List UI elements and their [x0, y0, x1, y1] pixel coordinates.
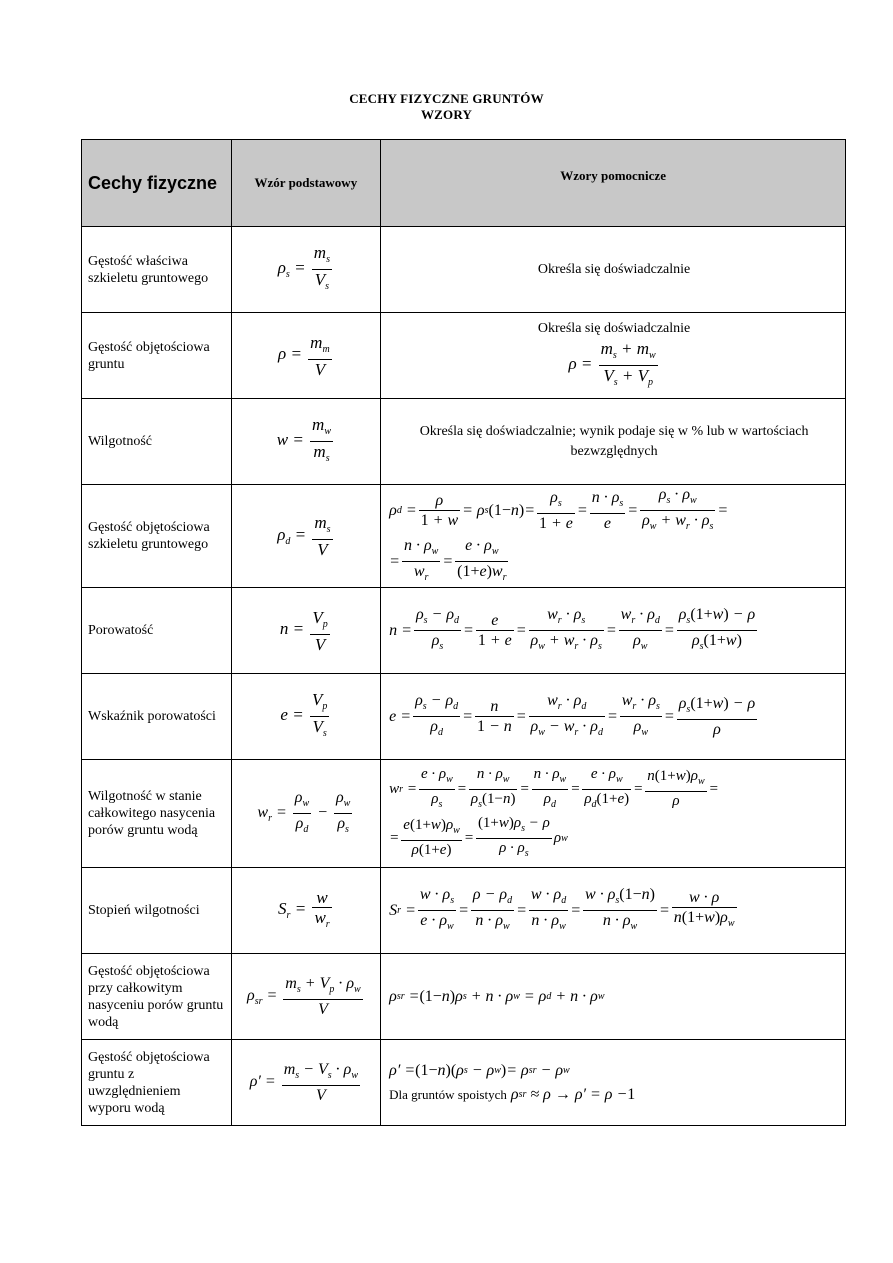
- auxiliary-formulas: S r = $\frac{w \cdot \rho_s}{e \cdot \rho_w}$ = $\frac{\rho - \rho_d}{n \cdot \rho_w}$ = $\frac{w \cdot \rho_d}{n \cdot \rho_w}$ = $\frac{w \cdot \rho_s(1-n)}{n \cdot \rho_w}$ = $\frac{w \cdot \rho}{n(1+w)\rho_w}$: [381, 868, 846, 954]
- header-physical-properties: Cechy fizyczne: [82, 140, 232, 227]
- table-row: [82, 313, 846, 399]
- row-name: Wskaźnik porowatości: [82, 674, 232, 760]
- aux-text: Określa się doświadczalnie: [537, 321, 691, 336]
- table-row: [82, 868, 846, 954]
- basic-formula: $\rho_{sr}$ = $\frac{m_s + V_p \cdot \rho_w}{V}$: [231, 954, 381, 1040]
- table-row: [82, 1040, 846, 1126]
- basic-formula: ρ′ = $\frac{m_s - V_s \cdot \rho_w}{V}$: [231, 1040, 381, 1126]
- basic-formula: w = $\frac{m_w}{m_s}$: [231, 399, 381, 485]
- basic-formula: $\rho_d$ = $\frac{m_s}{V}$: [231, 485, 381, 588]
- auxiliary-formulas: e = $\frac{\rho_s - \rho_d}{\rho_d}$ = $\frac{n}{1 - n}$ = $\frac{w_r \cdot \rho_d}{\rho_w - w_r \cdot \rho_d}$ = $\frac{w_r \cdot \rho_s}{\rho_w}$ = $\frac{\rho_s(1+w) - \rho}{\rho}$: [381, 674, 846, 760]
- aux-text: Dla gruntów spoistych: [389, 1086, 507, 1102]
- auxiliary-formulas: ρ sr = (1− n ) ρ s + n · ρ w = ρ d + n · ρ w: [381, 954, 846, 1040]
- table-row: [82, 954, 846, 1040]
- row-name: Gęstość objętościowa szkieletu gruntowego: [82, 485, 232, 588]
- auxiliary-formulas: ρ d = $\frac{\rho}{1 + w}$ = ρ s (1− n ) = $\frac{\rho_s}{1 + e}$ = $\frac{n \cdot \rho_s}{e}$ = $\frac{\rho_s \cdot \rho_w}{\rho_w + w_r \cdot \rho_s}$ = = $\frac{n \cdot \rho_w}{w_r}$ = $\frac{e \cdot \rho_w}{(1+e)w_r}$: [381, 485, 846, 588]
- basic-formula: $w_r$ = $\frac{\rho_w}{\rho_d}$ − $\frac{\rho_w}{\rho_s}$: [231, 760, 381, 868]
- formula-table: [81, 139, 846, 1126]
- header-auxiliary-formulas: Wzory pomocnicze: [381, 140, 846, 227]
- table-row: [82, 227, 846, 313]
- auxiliary-formulas: Określa się doświadczalnie ρ = $\frac{m_s + m_w}{V_s + V_p}$: [381, 313, 846, 399]
- document-title: CECHY FIZYCZNE GRUNTÓW: [349, 91, 544, 106]
- basic-formula: n = $\frac{V_p}{V}$: [231, 588, 381, 674]
- header-row: [82, 140, 846, 227]
- document-subtitle: WZORY: [420, 107, 473, 122]
- table-row: [82, 399, 846, 485]
- row-name: Stopień wilgotności: [82, 868, 232, 954]
- table-row: [82, 588, 846, 674]
- row-name: Gęstość objętościowa gruntu z uwzględnieniem wyporu wodą: [82, 1040, 232, 1126]
- aux-text: Określa się doświadczalnie: [537, 261, 691, 277]
- auxiliary-formulas: [381, 227, 846, 313]
- auxiliary-formulas: ρ′ = (1− n )( ρ s − ρ w ) = ρ sr − ρ w Dla gruntów spoistych ρ sr ≈ ρ → ρ′ = ρ − 1: [381, 1040, 846, 1126]
- row-name: Porowatość: [82, 588, 232, 674]
- header-basic-formula: Wzór podstawowy: [231, 140, 381, 227]
- row-name: Gęstość objętościowa gruntu: [82, 313, 232, 399]
- basic-formula: e = $\frac{V_p}{V_s}$: [231, 674, 381, 760]
- row-name: Wilgotność w stanie całkowitego nasycenia porów gruntu wodą: [82, 760, 232, 868]
- auxiliary-formulas: [381, 399, 846, 485]
- table-row: [82, 485, 846, 588]
- table-row: [82, 674, 846, 760]
- row-name: Gęstość właściwa szkieletu gruntowego: [82, 227, 232, 313]
- basic-formula: $\rho_s$ = $\frac{m_s}{V_s}$: [231, 227, 381, 313]
- auxiliary-formulas: n = $\frac{\rho_s - \rho_d}{\rho_s}$ = $\frac{e}{1 + e}$ = $\frac{w_r \cdot \rho_s}{\rho_w + w_r \cdot \rho_s}$ = $\frac{w_r \cdot \rho_d}{\rho_w}$ = $\frac{\rho_s(1+w) - \rho}{\rho_s(1+w)}$: [381, 588, 846, 674]
- basic-formula: ρ = $\frac{m_m}{V}$: [231, 313, 381, 399]
- aux-text: Określa się doświadczalnie; wynik podaje się w % lub w wartościach bezwzględnych: [419, 423, 809, 459]
- auxiliary-formulas: w r = $\frac{e \cdot \rho_w}{\rho_s}$ = $\frac{n \cdot \rho_w}{\rho_s(1-n)}$ = $\frac{n \cdot \rho_w}{\rho_d}$ = $\frac{e \cdot \rho_w}{\rho_d(1+e)}$ = $\frac{n(1+w)\rho_w}{\rho}$ = = $\frac{e(1+w)\rho_w}{\rho(1+e)}$ = $\frac{(1+w)\rho_s - \rho}{\rho \cdot \rho_s}$ ρ w: [381, 760, 846, 868]
- basic-formula: $S_r$ = $\frac{w}{w_r}$: [231, 868, 381, 954]
- row-name: Gęstość objętościowa przy całkowitym nasyceniu porów gruntu wodą: [82, 954, 232, 1040]
- table-row: [82, 760, 846, 868]
- row-name: Wilgotność: [82, 399, 232, 485]
